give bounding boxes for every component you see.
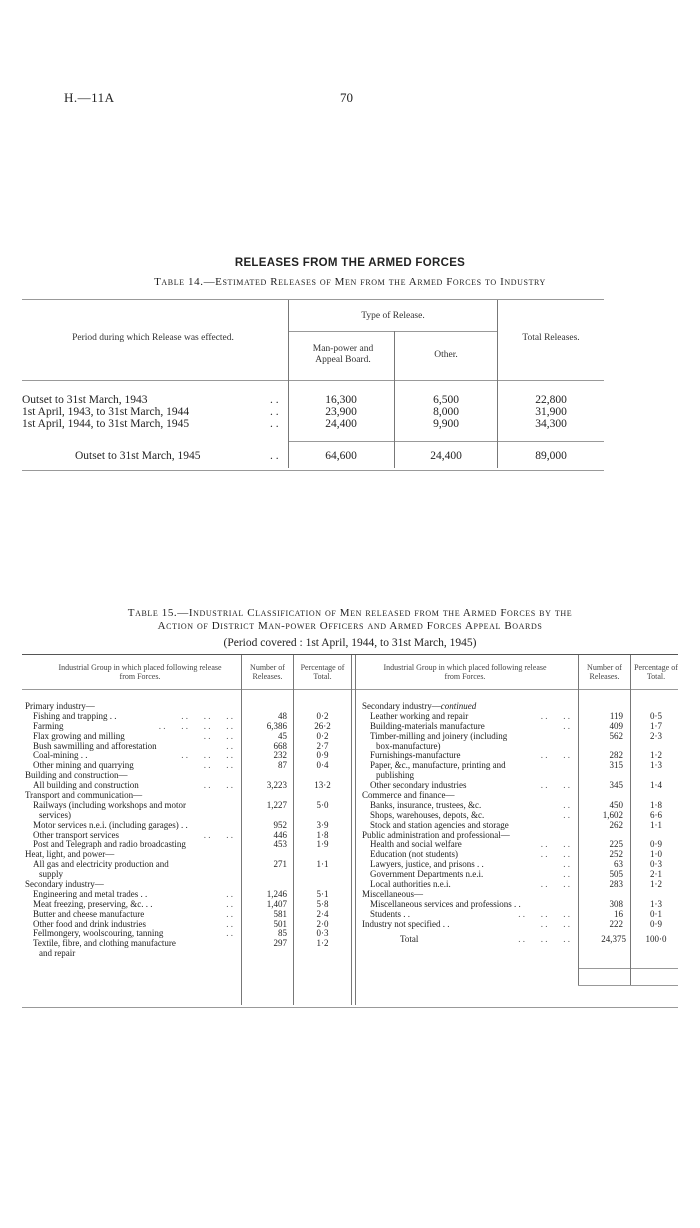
t15-right-column: [362, 702, 682, 945]
percentage-of-total: 3·9: [316, 819, 329, 830]
leader-dots: . .: [563, 859, 570, 870]
leader-dots: . .: [563, 799, 570, 810]
number-of-releases: 297: [273, 938, 287, 949]
row-label-text: Secondary industry—: [25, 879, 104, 890]
row-label-text: Textile, fibre, and clothing manufacture: [33, 938, 176, 949]
number-of-releases: 450: [609, 799, 623, 810]
t15-header-percentage-right: Percentage of Total.: [634, 663, 678, 681]
row-label-text: Flax growing and milling: [33, 730, 125, 741]
t15-header-group-left: Industrial Group in which placed following release from Forces.: [58, 663, 222, 681]
number-of-releases: 282: [609, 750, 623, 761]
t14-total-total: 89,000: [535, 450, 567, 462]
percentage-of-total: 2·4: [316, 908, 329, 919]
percentage-of-total: 1·3: [650, 898, 662, 909]
total-label: Total: [400, 934, 419, 945]
leader-dots: . .: [226, 908, 233, 919]
row-label-text: Health and social welfare: [370, 839, 462, 850]
row-label-text: services): [39, 809, 71, 820]
number-of-releases: 63: [614, 859, 623, 870]
number-of-releases: 85: [278, 928, 287, 939]
percentage-of-total: 0·5: [650, 710, 662, 721]
leader-dots: . .: [226, 918, 233, 929]
leader-dots: . .: [226, 898, 233, 909]
t14-cell-total: 31,900: [535, 406, 567, 418]
leader-dots: . . . .: [540, 879, 570, 890]
number-of-releases: 16: [614, 908, 623, 919]
percentage-of-total: 1·8: [316, 829, 329, 840]
percentage-of-total: 0·9: [650, 839, 662, 850]
number-of-releases: 6,386: [266, 720, 287, 731]
row-label-text: Meat freezing, preserving, &c. . .: [33, 898, 153, 909]
total-percentage: 100·0: [645, 934, 667, 945]
t14-cell-other: 8,000: [433, 406, 459, 418]
number-of-releases: 1,246: [266, 888, 287, 899]
number-of-releases: 222: [609, 918, 623, 929]
percentage-of-total: 26·2: [314, 720, 331, 731]
row-label-text: Lawyers, justice, and prisons . .: [370, 859, 484, 870]
leader-dots: . .: [563, 809, 570, 820]
leader-dots: . . . . . . . .: [158, 720, 233, 731]
number-of-releases: 505: [609, 869, 623, 880]
total-number: 24,375: [601, 934, 626, 945]
number-of-releases: 252: [609, 849, 623, 860]
number-of-releases: 48: [278, 710, 287, 721]
t14-cell-other: 6,500: [433, 394, 459, 406]
number-of-releases: 45: [278, 730, 287, 741]
t14-cell-manpower: 24,400: [325, 418, 357, 430]
row-label-text: Other secondary industries: [370, 780, 467, 791]
row-label-text: Motor services n.e.i. (including garages) . .: [33, 819, 188, 830]
t14-header-manpower: Man-power and Appeal Board.: [312, 344, 374, 365]
row-label-text: Timber-milling and joinery (including: [370, 730, 508, 741]
leader-dots: . .: [563, 869, 570, 880]
row-label: [25, 949, 75, 959]
t15-left-column: [25, 702, 355, 959]
leader-dots: . .: [226, 740, 233, 751]
t14-row-period: Outset to 31st March, 1943: [22, 394, 148, 406]
number-of-releases: 446: [273, 829, 287, 840]
leader-dots: . .: [226, 928, 233, 939]
row-label-text: Post and Telegraph and radio broadcasting: [33, 839, 186, 850]
t14-header-type: Type of Release.: [361, 311, 425, 321]
row-label-text: Farming: [33, 720, 64, 731]
row-label-text: Public administration and professional—: [362, 829, 510, 840]
percentage-of-total: 1·3: [650, 760, 662, 771]
row-label-text: Miscellaneous services and professions . .: [370, 898, 521, 909]
leader-dots: . . . .: [203, 760, 233, 771]
number-of-releases: 87: [278, 760, 287, 771]
t14-cell-manpower: 16,300: [325, 394, 357, 406]
leader-dots: . . . .: [203, 829, 233, 840]
leader-dots: . .: [563, 720, 570, 731]
t14-dots: . .: [270, 394, 279, 406]
number-of-releases: 262: [609, 819, 623, 830]
table15-period: (Period covered : 1st April, 1944, to 31st March, 1945): [223, 637, 477, 649]
percentage-of-total: 0·9: [316, 750, 329, 761]
leader-dots: . . . .: [540, 839, 570, 850]
percentage-of-total: 0·4: [316, 760, 329, 771]
table14-caption: Table 14.—Estimated Releases of Men from the Armed Forces to Industry: [154, 276, 546, 288]
t15-header-number-left: Number of Releases.: [250, 663, 285, 681]
percentage-of-total: 1·2: [650, 879, 662, 890]
percentage-of-total: 1·4: [650, 780, 662, 791]
t14-header-other: Other.: [434, 350, 458, 360]
leader-dots: . . . .: [540, 750, 570, 761]
t15-header-number-right: Number of Releases.: [587, 663, 622, 681]
t14-total-other: 24,400: [430, 450, 462, 462]
row-label-text: Building and construction—: [25, 770, 128, 781]
row-label-text: Leather working and repair: [370, 710, 469, 721]
row-label-text: Secondary industry—: [362, 701, 441, 711]
t15-header-percentage-left: Percentage of Total.: [300, 663, 345, 681]
t14-cell-manpower: 23,900: [325, 406, 357, 418]
leader-dots: . . . .: [540, 710, 570, 721]
percentage-of-total: 2·3: [650, 730, 662, 741]
row-label-text: Butter and cheese manufacture: [33, 908, 145, 919]
percentage-of-total: 0·2: [316, 710, 329, 721]
t14-row-period: 1st April, 1943, to 31st March, 1944: [22, 406, 190, 418]
row-label-text: Students . .: [370, 908, 411, 919]
t14-header-period: Period during which Release was effected.: [72, 333, 234, 343]
row-label-text: supply: [39, 869, 64, 880]
row-label-text: Other mining and quarrying: [33, 760, 134, 771]
percentage-of-total: 1·1: [316, 859, 329, 870]
row-label-text: box-manufacture): [376, 740, 441, 751]
table-row: [25, 949, 355, 959]
number-of-releases: 668: [273, 740, 287, 751]
leader-dots: . . . .: [203, 780, 233, 791]
row-label-text: Railways (including workshops and motor: [33, 799, 186, 810]
t14-total-manpower: 64,600: [325, 450, 357, 462]
number-of-releases: 581: [273, 908, 287, 919]
percentage-of-total: 13·2: [314, 780, 331, 791]
percentage-of-total: 0·3: [650, 859, 662, 870]
row-label-text: Paper, &c., manufacture, printing and: [370, 760, 506, 771]
row-label-text: Stock and station agencies and storage: [370, 819, 509, 830]
row-label-text: Shops, warehouses, depots, &c.: [370, 809, 485, 820]
table15-caption-line2: Action of District Man-power Officers and Armed Forces Appeal Boards: [157, 620, 543, 632]
row-label-italic: continued: [440, 701, 477, 711]
t15-header-group-right: Industrial Group in which placed following release from Forces.: [383, 663, 547, 681]
leader-dots: . . . . . .: [181, 710, 233, 721]
percentage-of-total: 1·2: [650, 750, 662, 761]
percentage-of-total: 6·6: [650, 809, 662, 820]
row-label-text: All building and construction: [33, 780, 139, 791]
row-label-text: Other transport services: [33, 829, 119, 840]
row-label-text: Transport and communication—: [25, 790, 143, 801]
row-label-text: Industry not specified . .: [362, 918, 450, 929]
percentage-of-total: 5·0: [316, 799, 329, 810]
row-label-text: Building-materials manufacture: [370, 720, 485, 731]
row-label: [362, 920, 449, 930]
row-label-text: Primary industry—: [25, 701, 95, 711]
percentage-of-total: 1·1: [650, 819, 662, 830]
number-of-releases: 119: [609, 710, 623, 721]
number-of-releases: 308: [609, 898, 623, 909]
row-label-text: Commerce and finance—: [362, 790, 455, 801]
table-row: [25, 860, 355, 870]
number-of-releases: 271: [273, 859, 287, 870]
number-of-releases: 225: [609, 839, 623, 850]
t14-dots: . .: [270, 450, 279, 462]
leader-dots: . .: [226, 888, 233, 899]
row-label-text: and repair: [39, 948, 76, 959]
t14-header-total: Total Releases.: [522, 333, 580, 343]
number-of-releases: 1,407: [266, 898, 287, 909]
percentage-of-total: 0·9: [650, 918, 662, 929]
t14-row-period: 1st April, 1944, to 31st March, 1945: [22, 418, 190, 430]
row-label-text: publishing: [376, 770, 415, 781]
row-label-text: Banks, insurance, trustees, &c.: [370, 799, 482, 810]
row-label-text: All gas and electricity production and: [33, 859, 169, 870]
percentage-of-total: 5·8: [316, 898, 329, 909]
number-of-releases: 562: [609, 730, 623, 741]
number-of-releases: 1,602: [602, 809, 623, 820]
row-label-text: Furnishings-manufacture: [370, 750, 461, 761]
page-title: RELEASES FROM THE ARMED FORCES: [234, 257, 466, 269]
number-of-releases: 501: [273, 918, 287, 929]
percentage-of-total: 5·1: [316, 888, 329, 899]
percentage-of-total: 1·2: [316, 938, 329, 949]
t14-cell-total: 22,800: [535, 394, 567, 406]
t14-total-period: Outset to 31st March, 1945: [75, 450, 201, 462]
number-of-releases: 345: [609, 780, 623, 791]
t14-cell-total: 34,300: [535, 418, 567, 430]
row-label-text: Other food and drink industries: [33, 918, 146, 929]
leader-dots: . . . .: [540, 780, 570, 791]
t14-dots: . .: [270, 418, 279, 430]
table-row: [25, 801, 355, 811]
percentage-of-total: 1·9: [316, 839, 329, 850]
page-number: 70: [340, 90, 353, 105]
percentage-of-total: 2·7: [316, 740, 329, 751]
row-label-text: Coal-mining . .: [33, 750, 88, 761]
number-of-releases: 232: [273, 750, 287, 761]
percentage-of-total: 0·1: [650, 908, 662, 919]
row-label-text: Government Departments n.e.i.: [370, 869, 484, 880]
leader-dots: . . . . . .: [181, 750, 233, 761]
leader-dots: . . . .: [540, 849, 570, 860]
table15-caption-line1: Table 15.—Industrial Classification of Men released from the Armed Forces by the: [127, 607, 573, 619]
table-row: [362, 920, 682, 930]
row-label-text: Heat, light, and power—: [25, 849, 115, 860]
leader-dots: . . . .: [540, 918, 570, 929]
percentage-of-total: 2·1: [650, 869, 662, 880]
number-of-releases: 952: [273, 819, 287, 830]
row-label-text: Local authorities n.e.i.: [370, 879, 451, 890]
leader-dots: . . . . . .: [518, 934, 570, 945]
number-of-releases: 453: [273, 839, 287, 850]
t14-cell-other: 9,900: [433, 418, 459, 430]
row-label-text: Fishing and trapping . .: [33, 710, 117, 721]
page-reference: H.—11A: [64, 90, 115, 105]
total-row: [362, 935, 682, 945]
number-of-releases: 1,227: [266, 799, 287, 810]
row-label-text: Education (not students): [370, 849, 458, 860]
row-label-text: Fellmongery, woolscouring, tanning: [33, 928, 164, 939]
leader-dots: . . . . . .: [518, 908, 570, 919]
row-label-text: Bush sawmilling and afforestation: [33, 740, 157, 751]
percentage-of-total: 1·8: [650, 799, 662, 810]
percentage-of-total: 1·7: [650, 720, 662, 731]
percentage-of-total: 0·2: [316, 730, 329, 741]
percentage-of-total: 1·0: [650, 849, 662, 860]
t14-dots: . .: [270, 406, 279, 418]
number-of-releases: 283: [609, 879, 623, 890]
percentage-of-total: 0·3: [316, 928, 329, 939]
number-of-releases: 315: [609, 760, 623, 771]
percentage-of-total: 2·0: [316, 918, 329, 929]
leader-dots: . . . .: [203, 730, 233, 741]
row-label-text: Miscellaneous—: [362, 888, 423, 899]
number-of-releases: 409: [609, 720, 623, 731]
row-label-text: Engineering and metal trades . .: [33, 888, 148, 899]
number-of-releases: 3,223: [266, 780, 287, 791]
